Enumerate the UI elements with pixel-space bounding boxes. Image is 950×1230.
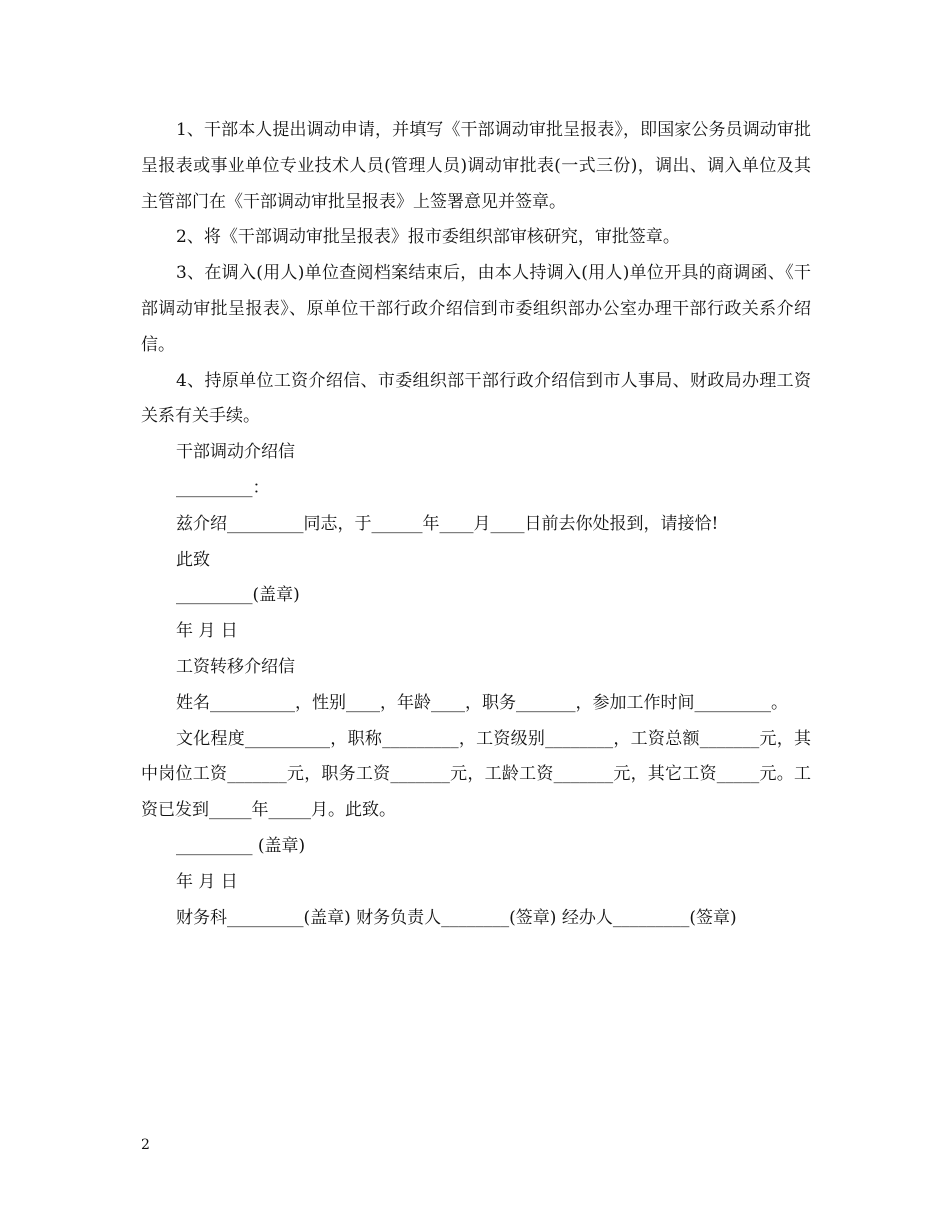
salary-letter-seal: _________ (盖章) [176,835,306,856]
transfer-letter-date: 年 月 日 [176,621,238,642]
transfer-letter-title: 干部调动介绍信 [176,442,295,463]
transfer-letter-addressee: _________： [176,477,270,498]
salary-letter-date: 年 月 日 [176,871,238,892]
paragraph-step-2: 2、将《干部调动审批呈报表》报市委组织部审核研究，审批签章。 [176,227,680,248]
transfer-letter-body: 兹介绍_________同志，于______年____月____日前去你处报到，请接恰! [176,513,719,534]
paragraph-step-1: 1、干部本人提出调动申请，并填写《干部调动审批呈报表》，即国家公务员调动审批呈报表或事业单位专业技术人员(管理人员)调动审批表(一式三份)，调出、调入单位及其主管部门在《干部调动审批呈报表》上签署意见并签章。 [141,120,811,212]
salary-letter-salary-info: 文化程度__________，职称_________，工资级别________，工资总额_______元，其中岗位工资_______元，职务工资_______元，工龄工资_______元，其它工资_____元。工资已发到_____年_____月。此致。 [141,728,811,821]
salary-letter-personal-info: 姓名__________，性别____，年龄____，职务_______，参加工作时间_________。 [176,692,788,713]
paragraph-step-4: 4、持原单位工资介绍信、市委组织部干部行政介绍信到市人事局、财政局办理工资关系有关手续。 [141,370,811,427]
salary-letter-title: 工资转移介绍信 [176,656,295,677]
paragraph-step-3: 3、在调入(用人)单位查阅档案结束后，由本人持调入(用人)单位开具的商调函、《干部调动审批呈报表》、原单位干部行政介绍信到市委组织部办公室办理干部行政关系介绍信。 [141,263,811,355]
document-body [141,113,811,936]
salary-letter-signatures: 财务科_________(盖章) 财务负责人________(签章) 经办人_________(签章) [176,907,737,928]
transfer-letter-closing: 此致 [176,549,210,570]
transfer-letter-seal: _________(盖章) [176,585,300,606]
page-number: 2 [141,1137,150,1153]
